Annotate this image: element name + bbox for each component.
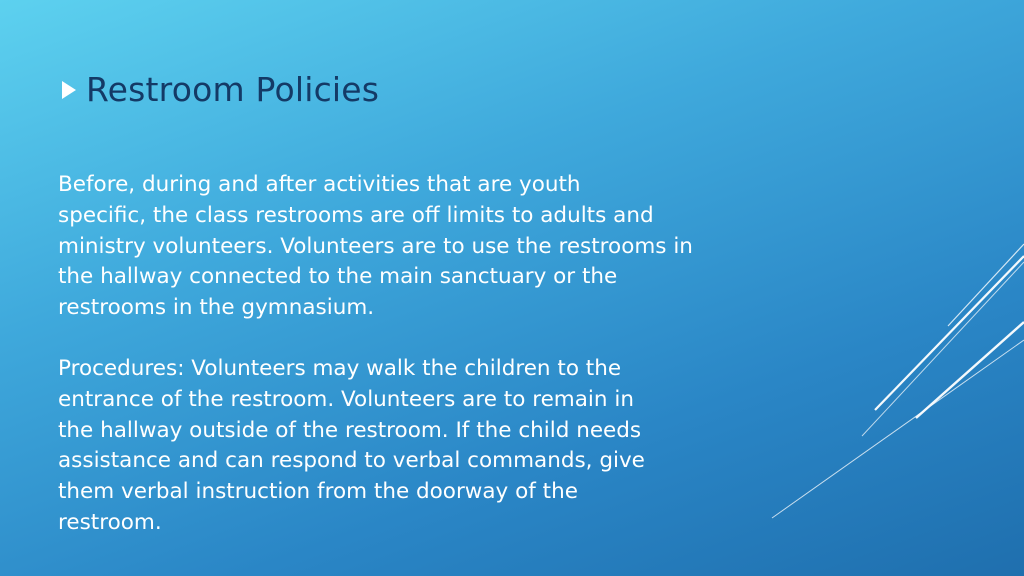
decor-line — [772, 340, 1024, 518]
paragraph-policy: Before, during and after activities that are youth specific, the class restrooms are off limits to adults and ministry volunteers. Volunteers are to use the restrooms in the hallway connected to the main sanctuary or the restrooms in the gymnasium. — [58, 172, 693, 321]
slide-body — [58, 170, 778, 539]
slide-title: Restroom Policies — [86, 70, 380, 109]
decor-line — [862, 262, 1024, 436]
paragraph-procedures: Procedures: Volunteers may walk the children to the entrance of the restroom. Volunteers are to remain in the hallway outside of the restroom. If the child needs assistance and can respond to verbal commands, give them verbal instruction from the doorway of the restroom. — [58, 355, 645, 535]
decor-line — [948, 244, 1024, 326]
triangle-bullet-icon — [62, 81, 76, 99]
decor-line — [916, 322, 1024, 418]
title-row — [62, 70, 379, 109]
